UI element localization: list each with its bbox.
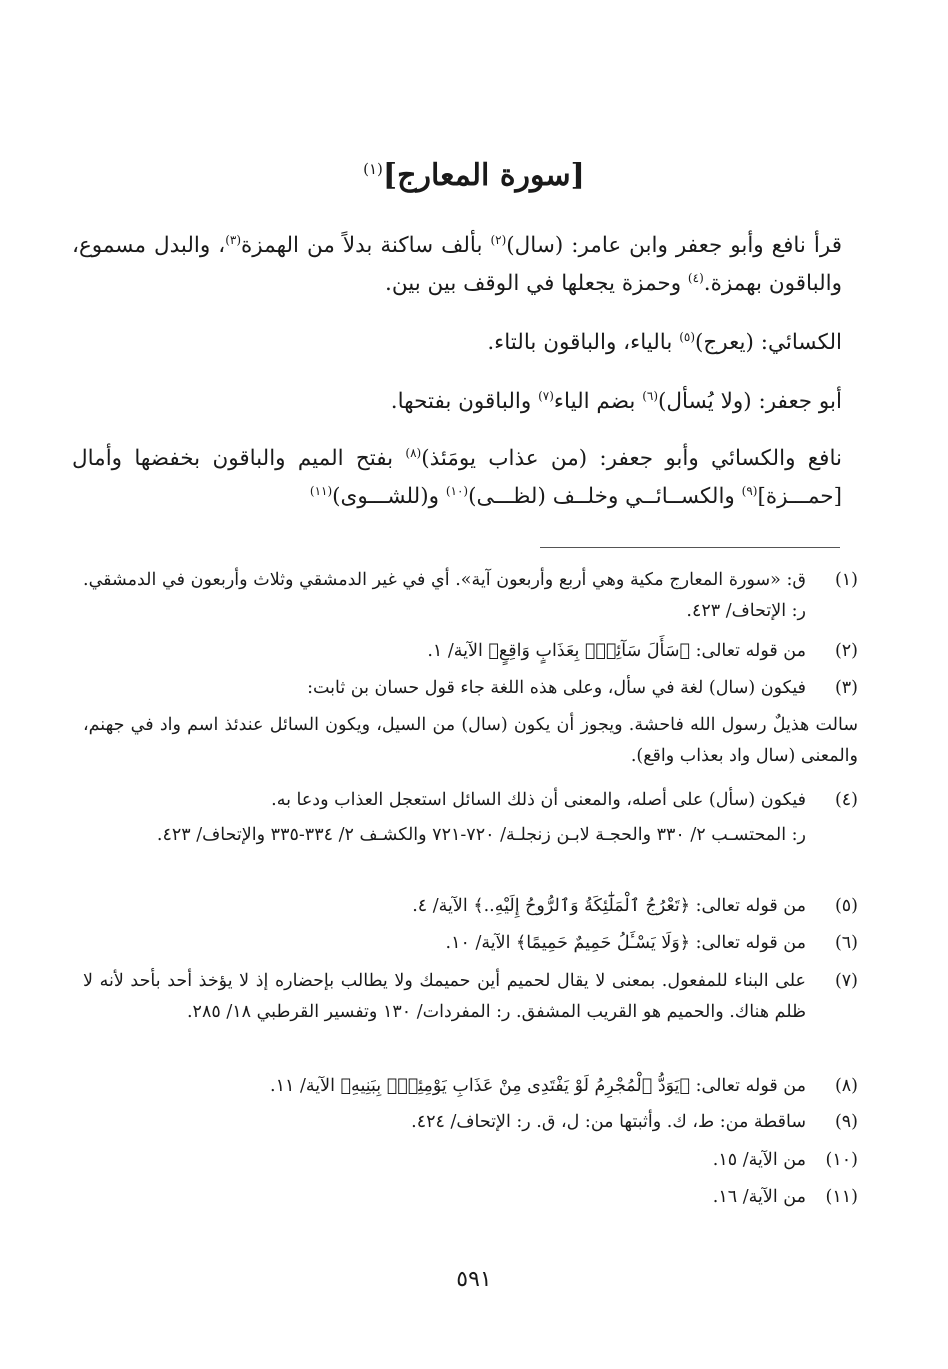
footnote-text: من قوله تعالى: ﴿يَوَدُّ ٱلْمُجْرِمُ لَوْ يَفْتَدِى مِنْ عَذَابِ يَوْمِئِذٍۭ بِبَنِيهِ﴾ الآية/ ١١.: [270, 1076, 806, 1096]
footnote-number: (٨): [834, 1076, 858, 1096]
footnote-1: [83, 565, 858, 627]
surah-title-text: [سورة المعارج]: [382, 158, 585, 193]
footnote-text: ر: المحتسـب ٢/ ٣٣٠ والحجـة لابـن زنجلـة/ ٧٢٠-٧٢١ والكشـف ٢/ ٣٣٤-٣٣٥ والإتحاف/ ٤٢٣.: [156, 825, 806, 845]
footnote-8: [83, 1071, 858, 1102]
footnote-number: (٧): [834, 971, 858, 991]
text-run: قرأ نافع وأبو جعفر وابن عامر: (سال): [506, 233, 842, 258]
text-run: بألف ساكنة بدلاً من الهمزة: [241, 233, 491, 258]
footnote-number: (٢): [834, 641, 858, 661]
footnote-ref: (١٠): [445, 483, 469, 498]
text-run: بفتح الميم والباقون بخفضها وأمال [حمـــزة]: [72, 446, 842, 509]
footnote-ref: (٢): [490, 232, 507, 247]
main-text-4: [72, 440, 842, 516]
footnote-ref: (١١): [309, 483, 333, 498]
text-run: بضم الياء: [553, 389, 643, 414]
surah-title: [0, 158, 948, 193]
text-run: والباقون بفتحها.: [390, 389, 539, 414]
footnote-text: ساقطة من: ط، ك. وأثبتها من: ل، ق. ر: الإتحاف/ ٤٢٤.: [411, 1112, 806, 1132]
main-text: [72, 227, 842, 303]
footnote-divider: [540, 547, 840, 548]
footnote-9: [83, 1107, 858, 1138]
footnote-ref: (٨): [405, 445, 422, 460]
footnote-4: [83, 785, 858, 851]
footnote-text: فيكون (سأل) على أصله، والمعنى أن ذلك السائل استعجل العذاب ودعا به.: [271, 790, 806, 810]
text-run: وحمزة يجعلها في الوقف بين بين.: [385, 271, 688, 296]
footnote-number: (٩): [834, 1112, 858, 1132]
main-text-3: [72, 383, 842, 421]
footnote-text: ق: «سورة المعارج مكية وهي أربع وأربعون آية». أي في غير الدمشقي وثلاث وأربعون في الدمشقي. ر: الإتحاف/ ٤٢٣.: [83, 570, 806, 621]
footnote-ref: (٩): [741, 483, 758, 498]
paragraph-4: [72, 440, 842, 516]
footnote-ref: (٧): [538, 388, 554, 403]
footnote-number: (٦): [834, 933, 858, 953]
main-text-2: [72, 324, 842, 362]
text-run: الكسائي: (يعرج): [695, 330, 842, 355]
footnote-ref: (١): [363, 160, 383, 178]
text-run: و(للشـــوى): [332, 484, 446, 509]
footnote-5: [83, 891, 858, 922]
footnote-6: [83, 928, 858, 959]
footnote-number: (٥): [834, 896, 858, 916]
footnote-text: من الآية/ ١٥.: [712, 1150, 806, 1170]
paragraph-3: [72, 383, 842, 421]
footnote-ref: (٤): [687, 270, 704, 285]
text-run: بالياء، والباقون بالتاء.: [487, 330, 680, 355]
footnote-ref: (٥): [679, 329, 696, 344]
footnote-10: [83, 1145, 858, 1176]
footnote-number: (٤): [834, 790, 858, 810]
footnote-text: من قوله تعالى: ﴿وَلَا يَسْـَٔلُ حَمِيمٌ حَمِيمًا﴾ الآية/ ١٠.: [445, 933, 806, 953]
footnote-ref: (٣): [225, 232, 242, 247]
footnote-number: (٣): [834, 678, 858, 698]
text-run: ، والبدل مسموع، والباقون بهمزة.: [72, 233, 842, 296]
footnote-2: [83, 636, 858, 667]
page-number: ٥٩١: [456, 1267, 492, 1292]
footnote-text: على البناء للمفعول. بمعنى لا يقال لحميم أين حميمك ولا يطالب بإحضاره إذ لا يؤخذ أحد بأحد لأنه لا ظلم هناك. والحميم هو القريب المشفق. ر: المفردات/ ١٣٠ وتفسير القرطبي ١٨/ ٢٨٥.: [83, 971, 806, 1022]
paragraph-1: [72, 227, 842, 303]
footnote-text: من قوله تعالى: ﴿تَعْرُجُ ٱلْمَلَٰٓئِكَةُ وَٱلرُّوحُ إِلَيْهِ..﴾ الآية/ ٤.: [412, 896, 806, 916]
footnote-number: (١١): [825, 1187, 858, 1207]
footnote-text: فيكون (سال) لغة في سأل، وعلى هذه اللغة جاء قول حسان بن ثابت:: [307, 678, 806, 698]
footnote-ref: (٦): [642, 388, 659, 403]
footnote-11: [83, 1182, 858, 1213]
text-run: نافع والكسائي وأبو جعفر: (من عذاب يومَئذ): [421, 446, 842, 471]
text-run: والكســائــي وخلــف (لظـــى): [468, 484, 742, 509]
footnote-number: (١): [834, 570, 858, 590]
footnote-number: (١٠): [825, 1150, 858, 1170]
footnote-text: من الآية/ ١٦.: [712, 1187, 806, 1207]
footnote-text: سالت هذيلٌ رسول الله فاحشة. ويجوز أن يكون (سال) من السيل، ويكون السائل عندئذ اسم واد في جهنم، والمعنى (سال واد بعذاب واقع).: [83, 715, 858, 766]
text-run: أبو جعفر: (ولا يُسأل): [658, 389, 842, 414]
footnote-7: [83, 966, 858, 1028]
footnote-3: [83, 673, 858, 772]
footnote-text: من قوله تعالى: ﴿سَأَلَ سَآئِلُۢ بِعَذَابٍ وَاقِعٍ﴾ الآية/ ١.: [427, 641, 806, 661]
paragraph-2: [72, 324, 842, 362]
